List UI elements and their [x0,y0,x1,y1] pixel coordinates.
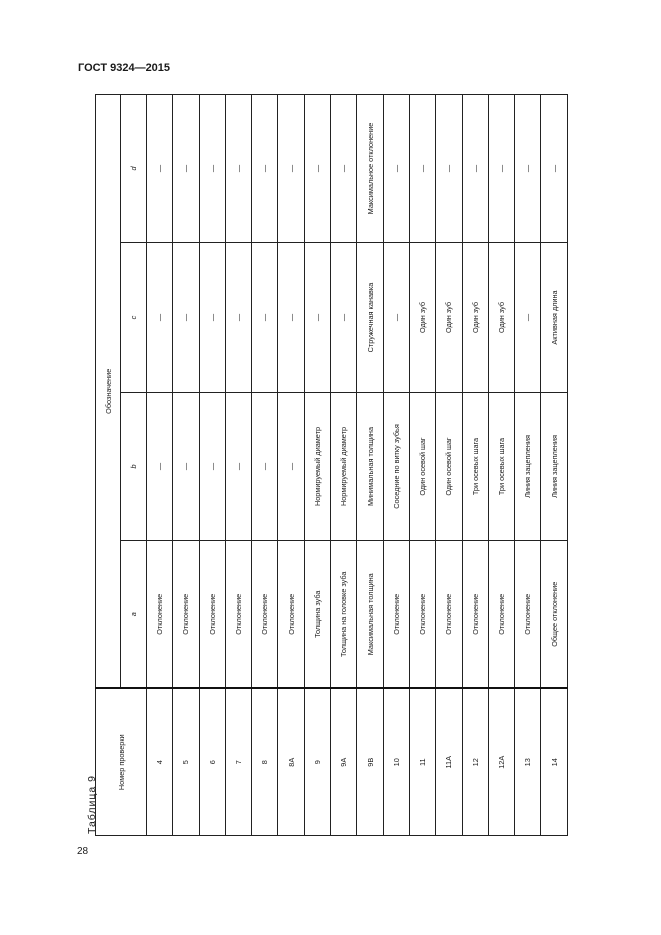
cell-b: — [147,393,173,541]
table-row [199,94,225,835]
cell-c: Один зуб [436,243,462,393]
cell-a: Отклонение [462,541,488,689]
cell-d: — [225,94,251,242]
cell-a: Толщина зуба [304,541,330,689]
page-number: 28 [77,846,89,857]
cell-check-number: 7 [225,689,251,836]
table-row [488,94,514,835]
cell-b: Нормируемый диаметр [331,393,357,541]
cell-c: Активная длина [541,243,567,393]
cell-check-number: 10 [383,689,409,836]
cell-a: Толщина на головке зуба [331,541,357,689]
cell-a: Отклонение [252,541,278,689]
cell-d: — [147,94,173,242]
cell-d: — [304,94,330,242]
cell-check-number: 5 [173,689,199,836]
table-row [173,94,199,835]
cell-d: — [462,94,488,242]
table-row [515,94,541,835]
cell-a: Отклонение [199,541,225,689]
cell-a: Отклонение [409,541,435,689]
cell-check-number: 9B [357,689,383,836]
cell-a: Отклонение [515,541,541,689]
cell-c: Стружечная канавка [357,243,383,393]
cell-check-number: 9 [304,689,330,836]
cell-a: Отклонение [225,541,251,689]
cell-c: — [515,243,541,393]
cell-check-number: 9A [331,689,357,836]
cell-c: — [173,243,199,393]
table-row [147,94,173,835]
cell-check-number: 12A [488,689,514,836]
cell-b: — [173,393,199,541]
cell-d: — [278,94,304,242]
cell-a: Отклонение [278,541,304,689]
cell-d: — [409,94,435,242]
table-caption: Таблица 9 [86,775,98,834]
table-row [304,94,330,835]
column-header-check-number: Номер проверки [96,689,147,836]
cell-b: — [252,393,278,541]
subcolumn-d: d [121,94,147,242]
table-row [331,94,357,835]
cell-c: — [147,243,173,393]
cell-d: — [173,94,199,242]
subcolumn-a: a [121,541,147,689]
document-header: ГОСТ 9324—2015 [78,62,171,74]
cell-check-number: 8A [278,689,304,836]
cell-b: — [225,393,251,541]
table-row [436,94,462,835]
cell-check-number: 4 [147,689,173,836]
cell-a: Отклонение [488,541,514,689]
rotated-table-wrapper [95,95,567,836]
cell-b: Соседние по витку зубья [383,393,409,541]
column-header-designation: Обозначение [96,94,121,688]
cell-b: Три осевых шага [462,393,488,541]
cell-c: Один зуб [488,243,514,393]
cell-c: — [199,243,225,393]
subcolumn-b: b [121,393,147,541]
cell-check-number: 11 [409,689,435,836]
cell-b: Три осевых шага [488,393,514,541]
table-row [409,94,435,835]
table-row [225,94,251,835]
cell-a: Отклонение [436,541,462,689]
cell-b: Один осевой шаг [436,393,462,541]
table-body [147,94,568,835]
cell-d: Максимальное отклонение [357,94,383,242]
cell-c: Один зуб [409,243,435,393]
cell-d: — [199,94,225,242]
cell-b: Один осевой шаг [409,393,435,541]
cell-check-number: 14 [541,689,567,836]
cell-b: Минимальная толщина [357,393,383,541]
cell-c: — [383,243,409,393]
cell-a: Отклонение [147,541,173,689]
cell-a: Отклонение [173,541,199,689]
cell-c: — [225,243,251,393]
table-row [278,94,304,835]
table-row [252,94,278,835]
cell-d: — [383,94,409,242]
cell-b: — [199,393,225,541]
table-row [383,94,409,835]
data-table [95,94,568,836]
table-row [541,94,567,835]
cell-d: — [331,94,357,242]
table-row [357,94,383,835]
cell-c: — [304,243,330,393]
cell-c: — [331,243,357,393]
cell-b: Нормируемый диаметр [304,393,330,541]
cell-d: — [541,94,567,242]
cell-check-number: 13 [515,689,541,836]
cell-b: Линия зацепления [541,393,567,541]
cell-a: Общее отклонение [541,541,567,689]
cell-b: Линия зацепления [515,393,541,541]
cell-a: Отклонение [383,541,409,689]
cell-c: Один зуб [462,243,488,393]
cell-a: Максимальная толщина [357,541,383,689]
cell-c: — [252,243,278,393]
cell-d: — [436,94,462,242]
cell-b: — [278,393,304,541]
cell-d: — [252,94,278,242]
cell-d: — [515,94,541,242]
cell-check-number: 11A [436,689,462,836]
cell-check-number: 12 [462,689,488,836]
cell-check-number: 8 [252,689,278,836]
cell-check-number: 6 [199,689,225,836]
table-row [462,94,488,835]
cell-c: — [278,243,304,393]
subcolumn-c: c [121,243,147,393]
cell-d: — [488,94,514,242]
